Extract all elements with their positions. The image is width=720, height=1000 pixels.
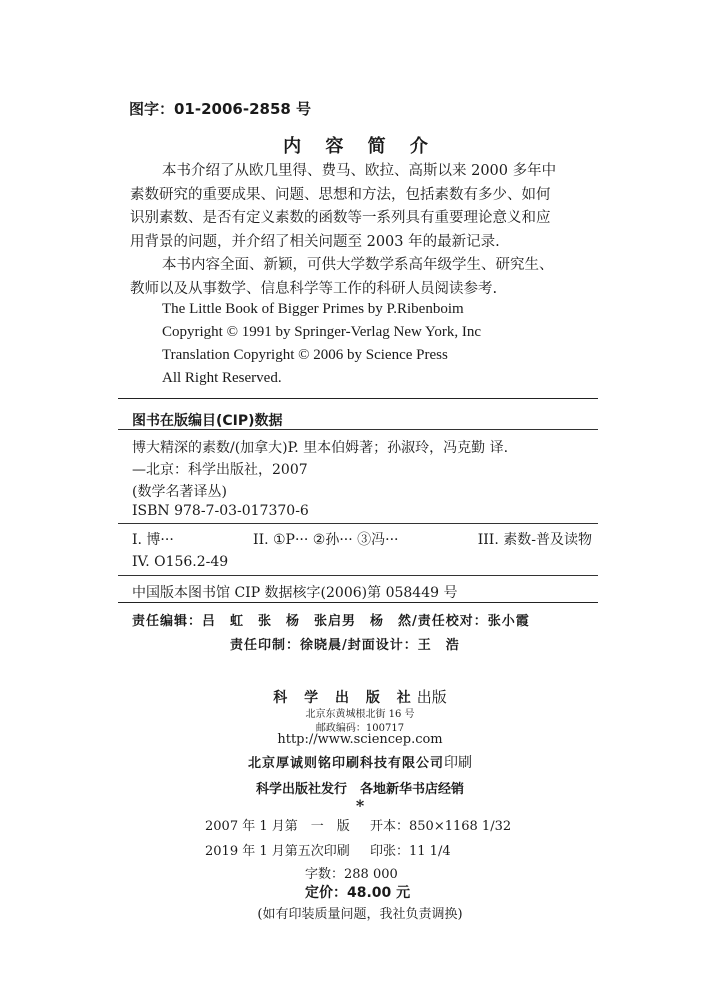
distribution: 科学出版社发行 各地新华书店经销 — [255, 782, 464, 797]
registration-number: 图字：01-2006-2858 号 — [129, 100, 312, 118]
copyright-line: Translation Copyright © 2006 by Science Press — [162, 347, 448, 363]
divider — [118, 398, 598, 399]
print-sheets: 印张：11 1/4 — [370, 844, 451, 859]
intro-line: 本书内容全面、新颖，可供大学数学系高年级学生、研究生、 — [162, 257, 554, 273]
classification-item: I. 博··· — [132, 532, 174, 548]
cip-data-number: 中国版本图书馆 CIP 数据核字(2006)第 058449 号 — [132, 585, 458, 601]
section-title: 内 容 简 介 — [283, 136, 437, 157]
publisher-url: http://www.sciencep.com — [277, 732, 443, 747]
copyright-line: Copyright © 1991 by Springer-Verlag New York, Inc — [162, 324, 481, 340]
publisher-postcode: 邮政编码：100717 — [315, 723, 405, 734]
divider — [118, 523, 598, 524]
publisher-name: 科 学 出 版 社 — [273, 690, 417, 706]
word-count: 字数：288 000 — [305, 867, 398, 882]
cip-line-2: —北京：科学出版社，2007 — [132, 462, 308, 478]
intro-line: 用背景的问题，并介绍了相关问题至 2003 年的最新记录. — [130, 233, 500, 250]
book-format: 开本：850×1168 1/32 — [370, 819, 512, 834]
publisher-line — [0, 686, 720, 707]
cip-series: (数学名著译丛) — [132, 484, 227, 500]
intro-line: 本书介绍了从欧几里得、费马、欧拉、高斯以来 2000 多年中 — [162, 163, 557, 179]
first-edition: 2007 年 1 月第 一 版 — [205, 819, 350, 834]
printer-line — [0, 752, 720, 772]
cip-isbn: ISBN 978-7-03-017370-6 — [132, 503, 309, 519]
cip-class-code: IV. O156.2-49 — [132, 554, 229, 570]
printer-suffix: 印刷 — [444, 755, 472, 771]
divider — [118, 602, 598, 603]
cip-classification — [132, 529, 592, 549]
reprint: 2019 年 1 月第五次印刷 — [205, 844, 350, 859]
copyright-block — [162, 298, 481, 390]
intro-line: 教师以及从事数学、信息科学等工作的科研人员阅读参考. — [130, 280, 498, 297]
printer-name: 北京厚诚则铭印刷科技有限公司 — [247, 756, 444, 771]
quality-notice: (如有印装质量问题，我社负责调换) — [257, 907, 463, 922]
cip-line-1: 博大精深的素数/(加拿大)P. 里本伯姆著；孙淑玲，冯克勤 译. — [132, 440, 509, 456]
editors-line-2: 责任印制：徐晓晨/封面设计：王 浩 — [230, 638, 460, 653]
intro-line: 识别素数、是否有定义素数的函数等一系列具有重要理论意义和应 — [130, 210, 551, 226]
publisher-address: 北京东黄城根北街 16 号 — [305, 709, 415, 720]
divider — [118, 429, 598, 430]
classification-item: III. 素数-普及读物 — [477, 532, 592, 548]
publisher-suffix: 出版 — [416, 688, 447, 706]
editors-line-1: 责任编辑：吕 虹 张 杨 张启男 杨 然/责任校对：张小霞 — [132, 614, 530, 629]
price: 定价：48.00 元 — [305, 885, 411, 901]
copyright-line: All Right Reserved. — [162, 370, 282, 386]
intro-line: 素数研究的重要成果、问题、思想和方法，包括素数有多少、如何 — [130, 186, 551, 203]
copyright-line: The Little Book of Bigger Primes by P.Ribenboim — [162, 301, 464, 317]
divider — [118, 575, 598, 576]
intro-paragraph-2 — [130, 254, 590, 301]
cip-heading: 图书在版编目(CIP)数据 — [132, 413, 283, 429]
classification-item: II. ①P··· ②孙··· ③冯··· — [253, 532, 399, 548]
intro-paragraph-1 — [130, 160, 590, 254]
star-separator: * — [355, 796, 365, 815]
